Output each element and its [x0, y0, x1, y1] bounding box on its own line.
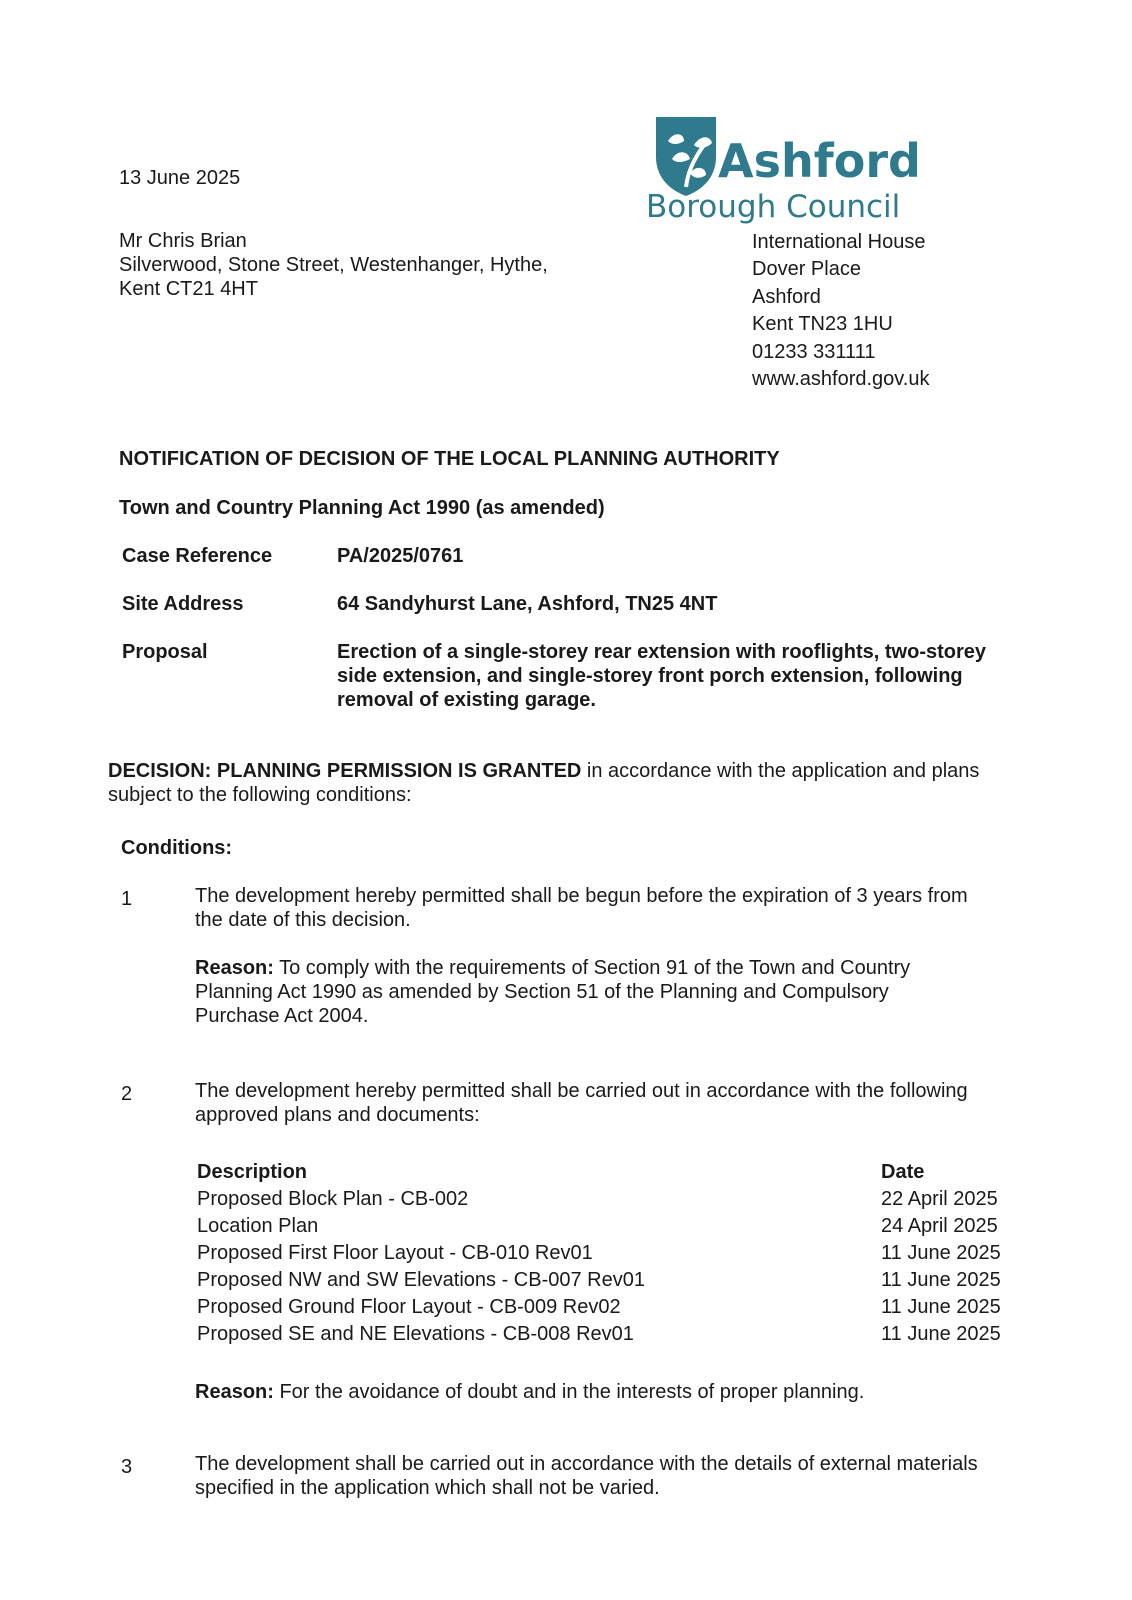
- act-heading: Town and Country Planning Act 1990 (as amended): [119, 497, 605, 519]
- table-header: [197, 1160, 1017, 1187]
- conditions-heading: Conditions:: [121, 837, 233, 859]
- table-row: Proposed Block Plan - CB-002 22 April 2025: [197, 1188, 998, 1210]
- condition-number: 1: [121, 888, 133, 910]
- recipient-address-line: Kent CT21 4HT: [119, 278, 258, 300]
- recipient-name: Mr Chris Brian: [119, 230, 247, 252]
- council-address: [752, 229, 930, 393]
- column-header-description: Description: [197, 1161, 308, 1183]
- column-header-date: Date: [881, 1161, 925, 1183]
- council-website[interactable]: www.ashford.gov.uk: [752, 368, 930, 391]
- leaf-shield-icon: [654, 115, 718, 197]
- approved-plans-table: [197, 1160, 1017, 1349]
- council-address-line: Dover Place: [752, 258, 861, 281]
- table-row: Proposed NW and SW Elevations - CB-007 Rev01 11 June 2025: [197, 1269, 1001, 1291]
- council-logo: [646, 110, 921, 230]
- notice-heading: NOTIFICATION OF DECISION OF THE LOCAL PLANNING AUTHORITY: [119, 448, 780, 470]
- table-row: Location Plan 24 April 2025: [197, 1215, 998, 1237]
- recipient-address: [119, 229, 548, 301]
- decision-text: in accordance with the application and plans: [581, 760, 980, 782]
- recipient-address-line: Silverwood, Stone Street, Westenhanger, Hythe,: [119, 254, 548, 276]
- letter-date: 13 June 2025: [119, 167, 241, 189]
- site-address-value: 64 Sandyhurst Lane, Ashford, TN25 4NT: [337, 593, 718, 615]
- decision-statement: [108, 759, 979, 807]
- proposal-value: [337, 640, 986, 712]
- logo-name: Ashford: [718, 134, 921, 188]
- case-reference-label: Case Reference: [122, 545, 273, 567]
- council-address-line: 01233 331111: [752, 340, 876, 363]
- logo-subtitle: Borough Council: [646, 189, 901, 225]
- reason-label: Reason:: [195, 957, 274, 979]
- condition-1-reason: Reason: To comply with the requirements of Section 91 of the Town and Country Planning Act 1990 as amended by Section 51 of the Planning and Compulsory Purchase Act 2004.: [195, 957, 911, 1027]
- proposal-label: Proposal: [122, 641, 208, 663]
- condition-1-text: The development hereby permitted shall be begun before the expiration of 3 years from the date of this decision.: [195, 885, 968, 931]
- council-address-line: Kent TN23 1HU: [752, 313, 893, 336]
- council-address-line: Ashford: [752, 285, 821, 308]
- table-row: Proposed First Floor Layout - CB-010 Rev01 11 June 2025: [197, 1242, 1001, 1264]
- condition-number: 3: [121, 1456, 133, 1478]
- condition-2-reason: Reason: For the avoidance of doubt and in the interests of proper planning.: [195, 1381, 865, 1403]
- condition-2-text: The development hereby permitted shall be carried out in accordance with the following approved plans and documents:: [195, 1080, 968, 1126]
- table-row: Proposed Ground Floor Layout - CB-009 Rev02 11 June 2025: [197, 1296, 1001, 1318]
- case-reference-value: PA/2025/0761: [337, 545, 464, 567]
- decision-label: DECISION: PLANNING PERMISSION IS GRANTED: [108, 760, 582, 782]
- site-address-label: Site Address: [122, 593, 244, 615]
- reason-label: Reason:: [195, 1381, 274, 1403]
- proposal-line: side extension, and single-storey front porch extension, following: [337, 665, 963, 687]
- table-row: Proposed SE and NE Elevations - CB-008 Rev01 11 June 2025: [197, 1323, 1001, 1345]
- proposal-line: removal of existing garage.: [337, 689, 596, 711]
- council-address-line: International House: [752, 231, 926, 253]
- proposal-line: Erection of a single-storey rear extension with rooflights, two-storey: [337, 641, 987, 663]
- condition-3-text: The development shall be carried out in accordance with the details of external materials specified in the application which shall not be varied.: [195, 1453, 978, 1499]
- condition-number: 2: [121, 1083, 133, 1105]
- decision-text: subject to the following conditions:: [108, 784, 412, 806]
